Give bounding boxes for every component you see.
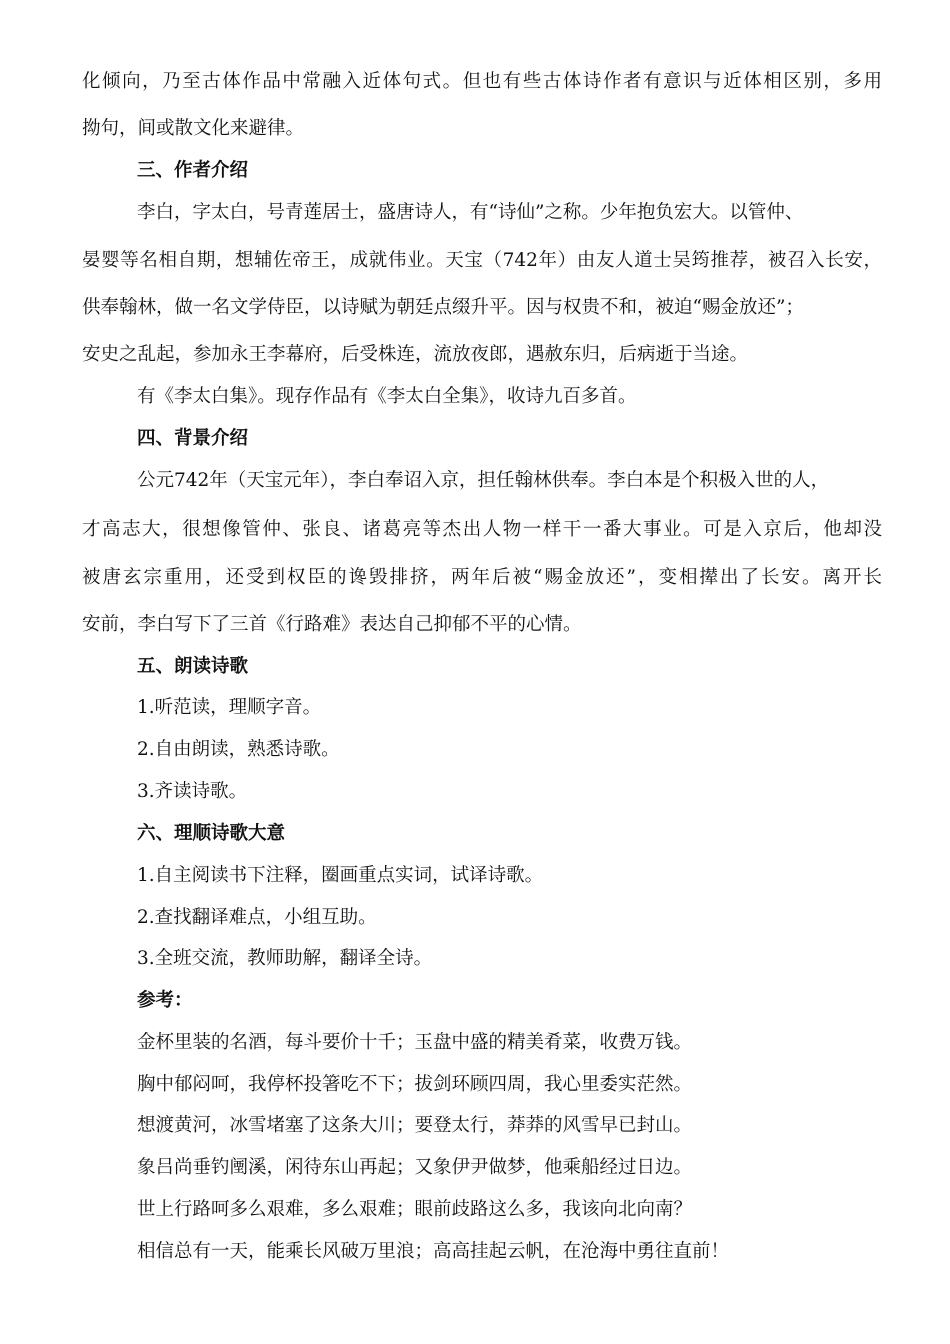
author-para-line-2: 晏婴等名相自期，想辅佐帝王，成就伟业。天宝（742年）由友人道士吴筠推荐，被召入长安，: [82, 250, 882, 271]
author-para-line-4: 安史之乱起，参加永王李幕府，后受株连，流放夜郎，遇赦东归，后病逝于当途。: [82, 344, 749, 365]
reference-heading: 参考：: [137, 990, 193, 1011]
reference-line-2: 胸中郁闷呵，我停杯投箸吃不下；拔剑环顾四周，我心里委实茫然。: [137, 1074, 693, 1095]
reference-line-3: 想渡黄河，冰雪堵塞了这条大川；要登太行，莽莽的风雪早已封山。: [137, 1115, 693, 1136]
section-heading-reading: 五、朗读诗歌: [137, 656, 249, 677]
background-line-1: 公元742年（天宝元年），李白奉诏入京，担任翰林供奉。李白本是个积极入世的人，: [137, 470, 830, 491]
reading-item-2: 2.自由朗读，熟悉诗歌。: [137, 739, 340, 760]
reading-item-1: 1.听范读，理顺字音。: [137, 697, 322, 718]
reference-line-4: 象吕尚垂钓𬮱溪，闲待东山再起；又象伊尹做梦，他乘船经过日边。: [137, 1157, 693, 1178]
author-para-line-3: 供奉翰林，做一名文学侍臣，以诗赋为朝廷点缀升平。因与权贵不和，被迫“赐金放还”；: [82, 297, 804, 318]
section-heading-author: 三、作者介绍: [137, 160, 249, 181]
background-line-2: 才高志大，很想像管仲、张良、诸葛亮等杰出人物一样干一番大事业。可是入京后，他却没: [82, 519, 882, 540]
section-heading-meaning: 六、理顺诗歌大意: [137, 823, 286, 844]
reference-line-6: 相信总有一天，能乘长风破万里浪；高高挂起云帆，在沧海中勇往直前！: [137, 1241, 730, 1262]
author-works-line: 有《李太白集》。现存作品有《李太白全集》，收诗九百多首。: [137, 386, 637, 407]
intro-line-2: 拗句，间或散文化来避律。: [82, 118, 305, 139]
background-line-4: 安前，李白写下了三首《行路难》表达自己抑郁不平的心情。: [82, 614, 582, 635]
meaning-item-2: 2.查找翻译难点，小组互助。: [137, 907, 377, 928]
reference-line-1: 金杯里装的名酒，每斗要价十千；玉盘中盛的精美肴菜，收费万钱。: [137, 1032, 693, 1053]
meaning-item-3: 3.全班交流，教师助解，翻译全诗。: [137, 948, 433, 969]
intro-line-1: 化倾向，乃至古体作品中常融入近体句式。但也有些古体诗作者有意识与近体相区别，多用: [82, 71, 882, 92]
meaning-item-1: 1.自主阅读书下注释，圈画重点实词，试译诗歌。: [137, 865, 544, 886]
author-para-line-1: 李白，字太白，号青莲居士，盛唐诗人，有“诗仙”之称。少年抱负宏大。以管仲、: [137, 202, 804, 223]
background-line-3: 被唐玄宗重用，还受到权臣的谗毁排挤，两年后被“赐金放还”，变相撵出了长安。离开长: [82, 567, 882, 588]
reference-line-5: 世上行路呵多么艰难，多么艰难；眼前歧路这么多，我该向北向南？: [137, 1199, 693, 1220]
reading-item-3: 3.齐读诗歌。: [137, 781, 248, 802]
section-heading-background: 四、背景介绍: [137, 428, 249, 449]
